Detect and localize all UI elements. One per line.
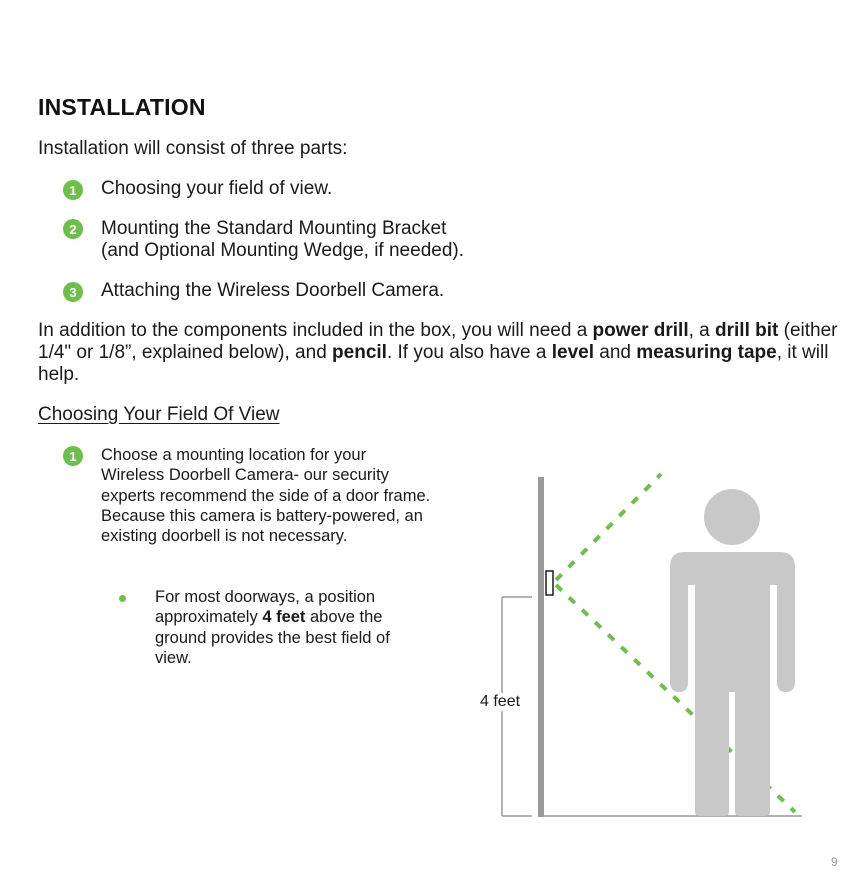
req-pencil: pencil (332, 342, 387, 363)
req-text: and (593, 342, 637, 363)
section-subheading: Choosing Your Field Of View (38, 404, 280, 425)
req-text: , it will help. (38, 342, 829, 385)
step-number-badge: 1 (63, 180, 83, 200)
req-power-drill: power drill (592, 320, 689, 341)
req-measuring-tape: measuring tape (636, 342, 777, 363)
step-item-2-line2: (and Optional Mounting Wedge, if needed). (101, 240, 464, 261)
intro-line: Installation will consist of three parts: (38, 138, 348, 159)
bullet-bold-height: 4 feet (262, 608, 306, 627)
req-text: In addition to the components included in the box, you will need a (38, 320, 593, 341)
page-title: INSTALLATION (38, 94, 206, 120)
wall-icon (538, 477, 544, 817)
camera-icon (546, 571, 553, 595)
person-icon (670, 489, 795, 816)
page-number: 9 (831, 855, 838, 869)
field-step-text: Choose a mounting location for your Wireless Doorbell Camera- our security experts recommend the side of a door frame. Because this camera is battery-powered, an existing doorbell is not necessary. (101, 446, 431, 546)
step-item-2-line1: Mounting the Standard Mounting Bracket (101, 218, 447, 239)
step-number-badge: 2 (63, 219, 83, 239)
bullet-text-part: For most doorways, a position approximately (155, 588, 376, 627)
bullet-text-part: above the ground provides the best field of view. (155, 608, 390, 667)
req-text: , a (688, 320, 716, 341)
req-level: level (551, 342, 594, 363)
step-item-3: Attaching the Wireless Doorbell Camera. (101, 280, 445, 301)
req-drill-bit: drill bit (715, 320, 779, 341)
step-number-badge: 1 (63, 446, 83, 466)
step-number-badge: 3 (63, 282, 83, 302)
req-text: . If you also have a (386, 342, 552, 363)
req-text: (either 1/4" or 1/8”, explained below), and (38, 320, 838, 363)
height-label: 4 feet (480, 693, 521, 710)
step-item-1: Choosing your field of view. (101, 178, 333, 199)
